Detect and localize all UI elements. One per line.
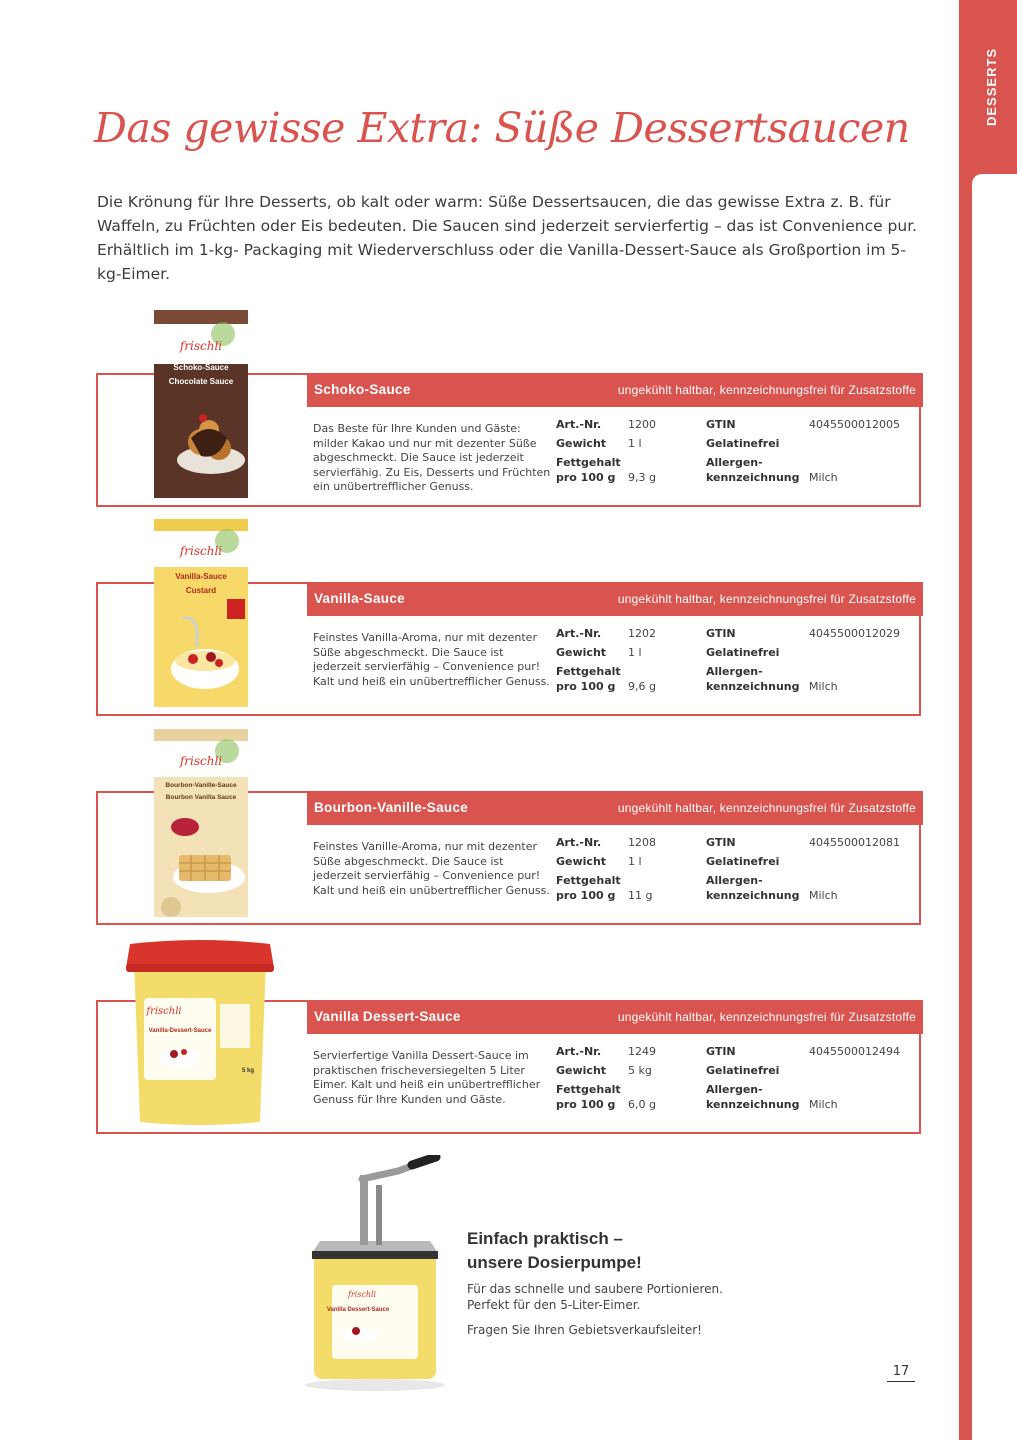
label-gtin: GTIN bbox=[706, 1045, 736, 1058]
carton-subtitle: Custard bbox=[185, 586, 217, 595]
label-art-nr: Art.-Nr. bbox=[556, 418, 602, 431]
value-gtin: 4045500012494 bbox=[809, 1045, 900, 1058]
label-allergen: Allergen- bbox=[706, 665, 763, 678]
pump-bucket-title: Vanilla Dessert-Sauce bbox=[326, 1307, 390, 1313]
pump-text-2: Perfekt für den 5-Liter-Eimer. bbox=[467, 1298, 641, 1312]
label-gewicht: Gewicht bbox=[556, 646, 607, 659]
section-sidebar-notch bbox=[972, 174, 1017, 1440]
label-kennzeichnung: kennzeichnung bbox=[706, 1098, 800, 1111]
product-header-bar bbox=[307, 582, 923, 616]
intro-text: Die Krönung für Ihre Desserts, ob kalt oder warm: Süße Dessertsaucen, die das gewisse Extra z. B. für Waffeln, zu Früchten oder Eis bedeuten. Die Saucen sind jederzeit servierfertig – das ist Convenience pur. Erhältlich im 1-kg- Packaging mit Wiederverschluss oder die Vanilla-Dessert-Sauce als Großportion im 5-kg-Eimer. bbox=[97, 193, 918, 283]
product-description: Das Beste für Ihre Kunden und Gäste: milder Kakao und nur mit dezenter Süße abgeschmeckt. Die Sauce ist jederzeit servierfähig. Zu Eis, Desserts und Früchten ein unübertrefflicher Genuss. bbox=[313, 422, 551, 493]
label-kennzeichnung: kennzeichnung bbox=[706, 889, 800, 902]
label-fettgehalt: Fettgehalt bbox=[556, 456, 621, 469]
vanilla-dessert-bucket-image bbox=[120, 938, 280, 1130]
label-gewicht: Gewicht bbox=[556, 1064, 607, 1077]
carton-subtitle: Chocolate Sauce bbox=[168, 377, 234, 386]
product-description: Feinstes Vanilla-Aroma, nur mit dezenter Süße abgeschmeckt. Die Sauce ist jederzeit servierfähig – Convenience pur! Kalt und heiß ein unübertrefflicher Genuss. bbox=[313, 631, 550, 688]
product-name: Bourbon-Vanille-Sauce bbox=[314, 800, 469, 815]
value-gtin: 4045500012029 bbox=[809, 627, 900, 640]
value-fettgehalt: 6,0 g bbox=[628, 1098, 656, 1111]
label-gelatinefrei: Gelatinefrei bbox=[706, 646, 780, 659]
pump-text-3: Fragen Sie Ihren Gebietsverkaufsleiter! bbox=[467, 1323, 702, 1337]
label-gelatinefrei: Gelatinefrei bbox=[706, 1064, 780, 1077]
product-info: ungekühlt haltbar, kennzeichnungsfrei für Zusatzstoffe bbox=[617, 592, 916, 606]
label-allergen: Allergen- bbox=[706, 1083, 763, 1096]
value-gtin: 4045500012081 bbox=[809, 836, 900, 849]
product-header-bar bbox=[307, 1000, 923, 1034]
vanilla-sauce-carton-image bbox=[153, 519, 249, 707]
value-allergen: Milch bbox=[809, 471, 838, 484]
value-fettgehalt: 9,6 g bbox=[628, 680, 656, 693]
label-allergen: Allergen- bbox=[706, 456, 763, 469]
carton-title: Vanilla-Sauce bbox=[175, 572, 227, 581]
schoko-sauce-carton-image bbox=[153, 310, 249, 498]
value-gewicht: 1 l bbox=[628, 855, 642, 868]
label-allergen: Allergen- bbox=[706, 874, 763, 887]
pump-title-line2: unsere Dosierpumpe! bbox=[467, 1253, 642, 1272]
label-pro-100g: pro 100 g bbox=[556, 471, 616, 484]
product-header-bar bbox=[307, 791, 923, 825]
value-fettgehalt: 11 g bbox=[628, 889, 653, 902]
product-description: Servierfertige Vanilla Dessert-Sauce im praktischen frischeversiegelten 5 Liter Eimer. Kalt und heiß ein unübertrefflicher Genuss für Ihre Kunden und Gäste. bbox=[313, 1049, 541, 1106]
label-art-nr: Art.-Nr. bbox=[556, 1045, 602, 1058]
bucket-title: Vanilla-Dessert-Sauce bbox=[148, 1028, 212, 1034]
label-kennzeichnung: kennzeichnung bbox=[706, 471, 800, 484]
label-art-nr: Art.-Nr. bbox=[556, 836, 602, 849]
value-allergen: Milch bbox=[809, 680, 838, 693]
value-art-nr: 1202 bbox=[628, 627, 656, 640]
value-gewicht: 1 l bbox=[628, 646, 642, 659]
label-gtin: GTIN bbox=[706, 418, 736, 431]
product-name: Vanilla Dessert-Sauce bbox=[314, 1009, 461, 1024]
product-name: Vanilla-Sauce bbox=[314, 591, 405, 606]
label-gewicht: Gewicht bbox=[556, 437, 607, 450]
value-art-nr: 1200 bbox=[628, 418, 656, 431]
page-headline: Das gewisse Extra: Süße Dessertsaucen bbox=[94, 104, 910, 152]
pump-title-line1: Einfach praktisch – bbox=[467, 1229, 623, 1248]
label-pro-100g: pro 100 g bbox=[556, 680, 616, 693]
value-gewicht: 5 kg bbox=[628, 1064, 652, 1077]
value-gtin: 4045500012005 bbox=[809, 418, 900, 431]
carton-brand: frischli bbox=[179, 754, 223, 768]
carton-subtitle: Bourbon Vanilla Sauce bbox=[165, 794, 237, 801]
carton-brand: frischli bbox=[179, 339, 223, 353]
bourbon-vanille-carton-image bbox=[153, 729, 249, 917]
value-art-nr: 1249 bbox=[628, 1045, 656, 1058]
label-pro-100g: pro 100 g bbox=[556, 1098, 616, 1111]
value-gewicht: 1 l bbox=[628, 437, 642, 450]
pump-bucket-brand: frischli bbox=[347, 1290, 377, 1299]
product-header-bar bbox=[307, 373, 923, 407]
pump-text-1: Für das schnelle und saubere Portionieren. bbox=[467, 1282, 723, 1296]
label-fettgehalt: Fettgehalt bbox=[556, 1083, 621, 1096]
product-description: Feinstes Vanille-Aroma, nur mit dezenter Süße abgeschmeckt. Die Sauce ist jederzeit servierfähig – Convenience pur! Kalt und heiß ein unübertrefflicher Genuss. bbox=[313, 840, 550, 897]
product-name: Schoko-Sauce bbox=[314, 382, 411, 397]
page-number: 17 bbox=[887, 1364, 915, 1382]
value-allergen: Milch bbox=[809, 1098, 838, 1111]
label-gelatinefrei: Gelatinefrei bbox=[706, 855, 780, 868]
label-art-nr: Art.-Nr. bbox=[556, 627, 602, 640]
value-allergen: Milch bbox=[809, 889, 838, 902]
label-gtin: GTIN bbox=[706, 627, 736, 640]
label-fettgehalt: Fettgehalt bbox=[556, 665, 621, 678]
value-fettgehalt: 9,3 g bbox=[628, 471, 656, 484]
label-gelatinefrei: Gelatinefrei bbox=[706, 437, 780, 450]
label-gtin: GTIN bbox=[706, 836, 736, 849]
carton-brand: frischli bbox=[179, 544, 223, 558]
value-art-nr: 1208 bbox=[628, 836, 656, 849]
carton-title: Schoko-Sauce bbox=[173, 363, 229, 372]
label-fettgehalt: Fettgehalt bbox=[556, 874, 621, 887]
section-label: DESSERTS bbox=[984, 47, 999, 126]
label-kennzeichnung: kennzeichnung bbox=[706, 680, 800, 693]
label-pro-100g: pro 100 g bbox=[556, 889, 616, 902]
pump-title bbox=[467, 1227, 642, 1275]
bucket-size: 5 kg bbox=[242, 1068, 255, 1074]
product-info: ungekühlt haltbar, kennzeichnungsfrei für Zusatzstoffe bbox=[617, 1010, 916, 1024]
carton-title: Bourbon-Vanille-Sauce bbox=[165, 782, 237, 789]
product-info: ungekühlt haltbar, kennzeichnungsfrei für Zusatzstoffe bbox=[617, 801, 916, 815]
bucket-brand: frischli bbox=[146, 1006, 182, 1017]
dosierpumpe-image bbox=[300, 1155, 450, 1395]
label-gewicht: Gewicht bbox=[556, 855, 607, 868]
product-info: ungekühlt haltbar, kennzeichnungsfrei für Zusatzstoffe bbox=[617, 383, 916, 397]
